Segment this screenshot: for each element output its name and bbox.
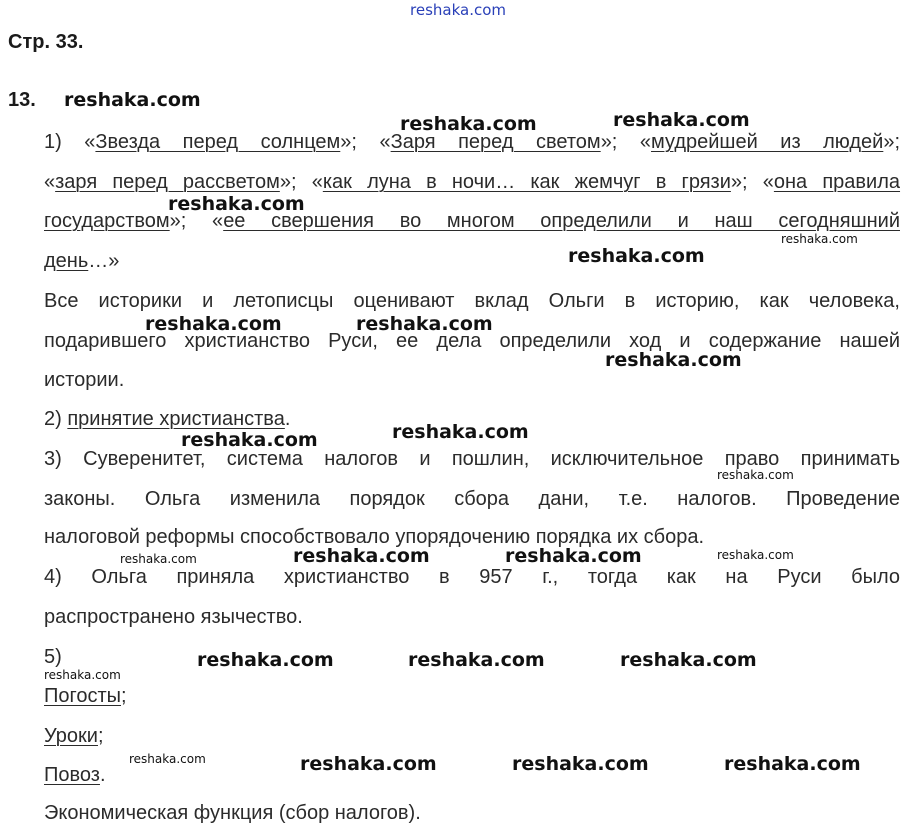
section1-line4: день…» — [44, 250, 120, 272]
paragraph1-line1: Все историки и летописцы оценивают вклад Ольги в историю, как человека, — [44, 290, 900, 312]
section3-line3: налоговой реформы способствовало упорядочению порядка их сбора. — [44, 526, 705, 548]
quote-6a: она правила — [773, 171, 901, 193]
quote-1: Звезда перед солнцем — [95, 131, 341, 153]
section5-item-1: Погосты; — [44, 685, 127, 707]
watermark: reshaka.com — [145, 313, 282, 335]
section1-line3: государством»; «ее свершения во многом определили и наш сегодняшний — [44, 210, 900, 232]
quote-2: Заря перед светом — [390, 131, 601, 153]
paragraph1-line2: подарившего христианство Руси, ее дела определили ход и содержание нашей — [44, 330, 900, 352]
section2-answer: принятие христианства — [67, 408, 285, 430]
paragraph1-line3: истории. — [44, 369, 125, 391]
watermark: reshaka.com — [717, 468, 794, 482]
watermark: reshaka.com — [293, 545, 430, 567]
watermark: reshaka.com — [392, 421, 529, 443]
watermark: reshaka.com — [356, 313, 493, 335]
watermark: reshaka.com — [120, 552, 197, 566]
watermark: reshaka.com — [181, 429, 318, 451]
quote-7b: день — [44, 250, 89, 272]
quote-3: мудрейшей из людей — [651, 131, 884, 153]
section4-line1: 4) Ольга приняла христианство в 957 г., тогда как на Руси было — [44, 566, 900, 588]
section3-line1: 3) Суверенитет, система налогов и пошлин, исключительное право принимать — [44, 448, 900, 470]
watermark: reshaka.com — [64, 89, 201, 111]
section5-item-2: Уроки; — [44, 725, 104, 747]
top-watermark: reshaka.com — [410, 1, 506, 19]
page-title: Стр. 33. — [8, 31, 84, 53]
quote-6b: государством — [44, 210, 170, 232]
section3-line2: законы. Ольга изменила порядок сбора дани, т.е. налогов. Проведение — [44, 488, 900, 510]
watermark: reshaka.com — [512, 753, 649, 775]
watermark: reshaka.com — [300, 753, 437, 775]
watermark: reshaka.com — [197, 649, 334, 671]
watermark: reshaka.com — [605, 349, 742, 371]
section5-item-3: Повоз. — [44, 764, 106, 786]
quote-4: заря перед рассветом — [55, 171, 280, 193]
section1-line2: «заря перед рассветом»; «как луна в ночи… как жемчуг в грязи»; «она правила — [44, 171, 901, 193]
quote-5: как луна в ночи… как жемчуг в грязи — [322, 171, 731, 193]
section5-summary: Экономическая функция (сбор налогов). — [44, 802, 421, 824]
task-number: 13. — [8, 89, 36, 111]
watermark: reshaka.com — [724, 753, 861, 775]
section2-line: 2) принятие христианства. — [44, 408, 291, 430]
watermark: reshaka.com — [400, 113, 537, 135]
watermark: reshaka.com — [620, 649, 757, 671]
section4-line2: распространено язычество. — [44, 606, 303, 628]
watermark: reshaka.com — [408, 649, 545, 671]
section1-line1: 1) «Звезда перед солнцем»; «Заря перед светом»; «мудрейшей из людей»; — [44, 131, 901, 153]
watermark: reshaka.com — [44, 668, 121, 682]
watermark: reshaka.com — [781, 232, 858, 246]
watermark: reshaka.com — [168, 193, 305, 215]
section5-number: 5) — [44, 646, 62, 668]
quote-7a: ее свершения во многом определили и наш сегодняшний — [223, 210, 900, 232]
watermark: reshaka.com — [568, 245, 705, 267]
watermark: reshaka.com — [505, 545, 642, 567]
watermark: reshaka.com — [613, 109, 750, 131]
watermark: reshaka.com — [717, 548, 794, 562]
watermark: reshaka.com — [129, 752, 206, 766]
